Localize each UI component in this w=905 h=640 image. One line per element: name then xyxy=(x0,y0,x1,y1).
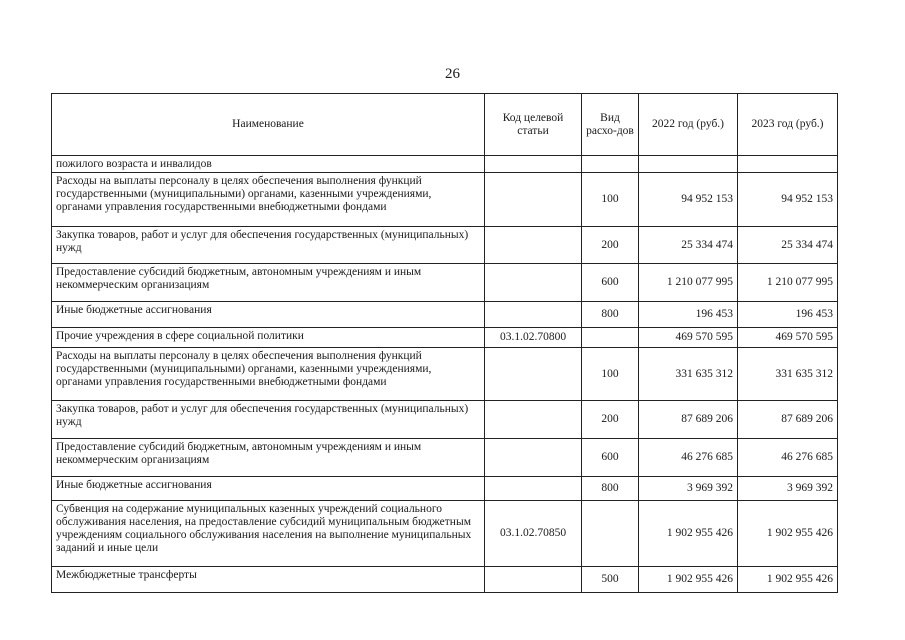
cell-code: 03.1.02.70850 xyxy=(485,501,582,567)
cell-code xyxy=(485,264,582,302)
cell-2022: 46 276 685 xyxy=(639,439,738,477)
cell-2023: 1 902 955 426 xyxy=(738,567,838,593)
table-row xyxy=(52,348,838,401)
cell-code xyxy=(485,227,582,264)
cell-2022: 1 210 077 995 xyxy=(639,264,738,302)
cell-2022: 25 334 474 xyxy=(639,227,738,264)
cell-code xyxy=(485,156,582,173)
header-row xyxy=(52,94,838,156)
cell-2022: 87 689 206 xyxy=(639,401,738,439)
cell-2023: 1 210 077 995 xyxy=(738,264,838,302)
cell-code xyxy=(485,401,582,439)
table-row xyxy=(52,477,838,501)
cell-kind xyxy=(582,501,639,567)
header-2023: 2023 год (руб.) xyxy=(738,94,838,156)
cell-2022: 196 453 xyxy=(639,302,738,328)
cell-2023: 25 334 474 xyxy=(738,227,838,264)
cell-kind: 500 xyxy=(582,567,639,593)
cell-2023 xyxy=(738,156,838,173)
cell-2022: 94 952 153 xyxy=(639,173,738,227)
table-row xyxy=(52,156,838,173)
cell-kind: 800 xyxy=(582,302,639,328)
cell-2022: 1 902 955 426 xyxy=(639,501,738,567)
cell-2023: 1 902 955 426 xyxy=(738,501,838,567)
header-kind: Вид расхо-дов xyxy=(582,94,639,156)
table-row xyxy=(52,567,838,593)
cell-name: Прочие учреждения в сфере социальной политики xyxy=(52,328,485,348)
cell-name: Закупка товаров, работ и услуг для обеспечения государственных (муниципальных) нужд xyxy=(52,401,485,439)
cell-2023: 3 969 392 xyxy=(738,477,838,501)
cell-2023: 469 570 595 xyxy=(738,328,838,348)
table-row xyxy=(52,328,838,348)
table-row xyxy=(52,501,838,567)
page-number: 26 xyxy=(445,66,460,82)
cell-kind: 100 xyxy=(582,348,639,401)
cell-kind: 800 xyxy=(582,477,639,501)
cell-code: 03.1.02.70800 xyxy=(485,328,582,348)
cell-name: Расходы на выплаты персоналу в целях обеспечения выполнения функций государственными (муниципальными) органами, казенными учреждениями, органами управления государственными внебюджетными фондами xyxy=(52,173,485,227)
cell-2022: 1 902 955 426 xyxy=(639,567,738,593)
cell-kind xyxy=(582,328,639,348)
cell-2023: 94 952 153 xyxy=(738,173,838,227)
cell-2023: 87 689 206 xyxy=(738,401,838,439)
cell-kind: 200 xyxy=(582,227,639,264)
cell-2023: 196 453 xyxy=(738,302,838,328)
cell-kind: 100 xyxy=(582,173,639,227)
cell-code xyxy=(485,477,582,501)
table-row xyxy=(52,264,838,302)
cell-code xyxy=(485,302,582,328)
budget-table xyxy=(51,93,838,593)
cell-name: Межбюджетные трансферты xyxy=(52,567,485,593)
cell-kind: 600 xyxy=(582,439,639,477)
table-row xyxy=(52,439,838,477)
cell-2023: 331 635 312 xyxy=(738,348,838,401)
cell-name: пожилого возраста и инвалидов xyxy=(52,156,485,173)
cell-2022: 469 570 595 xyxy=(639,328,738,348)
table-row xyxy=(52,401,838,439)
cell-name: Расходы на выплаты персоналу в целях обеспечения выполнения функций государственными (муниципальными) органами, казенными учреждениями, органами управления государственными внебюджетными фондами xyxy=(52,348,485,401)
cell-kind: 600 xyxy=(582,264,639,302)
cell-name: Закупка товаров, работ и услуг для обеспечения государственных (муниципальных) нужд xyxy=(52,227,485,264)
cell-code xyxy=(485,173,582,227)
cell-code xyxy=(485,348,582,401)
cell-2022: 331 635 312 xyxy=(639,348,738,401)
cell-code xyxy=(485,567,582,593)
header-2022: 2022 год (руб.) xyxy=(639,94,738,156)
table-row xyxy=(52,227,838,264)
cell-kind xyxy=(582,156,639,173)
cell-name: Предоставление субсидий бюджетным, автономным учреждениям и иным некоммерческим организациям xyxy=(52,439,485,477)
cell-name: Субвенция на содержание муниципальных казенных учреждений социального обслуживания населения, на предоставление субсидий муниципальным бюджетным учреждениям социального обслуживания населения на выполнение муниципальных заданий и иные цели xyxy=(52,501,485,567)
cell-name: Иные бюджетные ассигнования xyxy=(52,477,485,501)
header-name: Наименование xyxy=(52,94,485,156)
cell-code xyxy=(485,439,582,477)
table-row xyxy=(52,302,838,328)
cell-2022 xyxy=(639,156,738,173)
cell-2022: 3 969 392 xyxy=(639,477,738,501)
cell-kind: 200 xyxy=(582,401,639,439)
cell-name: Предоставление субсидий бюджетным, автономным учреждениям и иным некоммерческим организациям xyxy=(52,264,485,302)
header-code: Код целевой статьи xyxy=(485,94,582,156)
cell-name: Иные бюджетные ассигнования xyxy=(52,302,485,328)
table-row xyxy=(52,173,838,227)
cell-2023: 46 276 685 xyxy=(738,439,838,477)
